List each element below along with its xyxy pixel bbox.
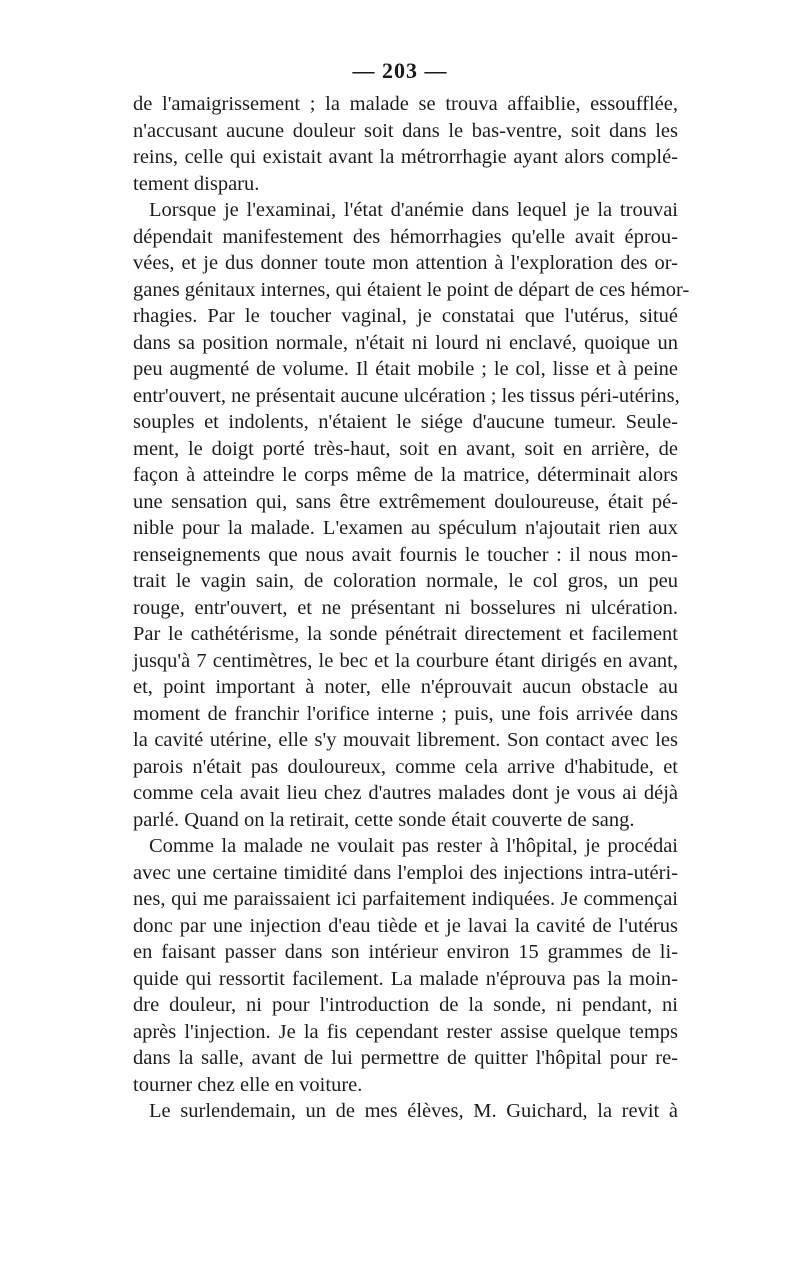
text-line: rouge, entr'ouvert, et ne présentant ni bosselures ni ulcération. <box>133 596 678 619</box>
text-line: donc par une injection d'eau tiède et je lavai la cavité de l'utérus <box>133 914 678 937</box>
page-number: — 203 — <box>352 58 448 83</box>
text-line: vées, et je dus donner toute mon attention à l'exploration des or- <box>133 252 678 274</box>
text-line: jusqu'à 7 centimètres, le bec et la courbure étant dirigés en avant, <box>133 649 678 672</box>
paragraph <box>133 1098 678 1125</box>
text-line: Le surlendemain, un de mes élèves, M. Guichard, la revit à <box>149 1100 678 1122</box>
text-line: parois n'était pas douloureux, comme cela arrive d'habitude, et <box>133 755 678 778</box>
text-line: renseignements que nous avait fournis le toucher : il nous mon- <box>133 543 678 566</box>
text-line: avec une certaine timidité dans l'emploi des injections intra-utéri- <box>133 861 678 884</box>
text-line: trait le vagin sain, de coloration normale, le col gros, un peu <box>133 570 678 592</box>
text-line: en faisant passer dans son intérieur environ 15 grammes de li- <box>133 941 678 963</box>
text-line: la cavité utérine, elle s'y mouvait librement. Son contact avec les <box>133 729 678 751</box>
text-line: de l'amaigrissement ; la malade se trouva affaiblie, essoufflée, <box>133 93 678 115</box>
text-line: dans la salle, avant de lui permettre de quitter l'hôpital pour re- <box>133 1047 678 1069</box>
paragraph <box>133 197 690 833</box>
text-line: peu augmenté de volume. Il était mobile ; le col, lisse et à peine <box>133 358 678 380</box>
text-line: Lorsque je l'examinai, l'état d'anémie dans lequel je la trouvai <box>149 199 678 221</box>
text-line: reins, celle qui existait avant la métrorrhagie ayant alors complé- <box>133 146 678 168</box>
text-line: nes, qui me paraissaient ici parfaitement indiquées. Je commençai <box>133 888 678 910</box>
text-line: entr'ouvert, ne présentait aucune ulcération ; les tissus péri-utérins, <box>133 384 680 407</box>
text-line: tourner chez elle en voiture. <box>133 1073 363 1096</box>
text-line: parlé. Quand on la retirait, cette sonde était couverte de sang. <box>133 808 635 831</box>
text-line: comme cela avait lieu chez d'autres malades dont je vous ai déjà <box>133 782 678 804</box>
text-line: dépendait manifestement des hémorrhagies qu'elle avait éprou- <box>133 225 678 248</box>
text-line: façon à atteindre le corps même de la matrice, déterminait alors <box>133 464 678 486</box>
text-line: ganes génitaux internes, qui étaient le point de départ de ces hémor- <box>133 278 690 301</box>
text-line: une sensation qui, sans être extrêmement douloureuse, était pé- <box>133 490 678 513</box>
text-line: rhagies. Par le toucher vaginal, je constatai que l'utérus, situé <box>133 305 678 327</box>
text-line: Comme la malade ne voulait pas rester à l'hôpital, je procédai <box>149 835 678 857</box>
text-line: moment de franchir l'orifice interne ; puis, une fois arrivée dans <box>133 702 678 725</box>
paragraph <box>133 833 678 1098</box>
text-line: après l'injection. Je la fis cependant rester assise quelque temps <box>133 1020 678 1043</box>
text-line: ment, le doigt porté très-haut, soit en avant, soit en arrière, de <box>133 437 678 460</box>
text-line: dans sa position normale, n'était ni lourd ni enclavé, quoique un <box>133 331 678 354</box>
paragraph <box>133 91 678 197</box>
text-line: nible pour la malade. L'examen au spéculum n'ajoutait rien aux <box>133 517 678 539</box>
text-line: tement disparu. <box>133 172 260 195</box>
body-text <box>133 91 690 1125</box>
text-line: souples et indolents, n'étaient le siége d'aucune tumeur. Seule- <box>133 411 678 433</box>
text-line: n'accusant aucune douleur soit dans le bas-ventre, soit dans les <box>133 119 678 142</box>
text-line: dre douleur, ni pour l'introduction de la sonde, ni pendant, ni <box>133 994 678 1016</box>
text-line: quide qui ressortit facilement. La malade n'éprouva pas la moin- <box>133 967 678 990</box>
text-line: et, point important à noter, elle n'éprouvait aucun obstacle au <box>133 676 678 698</box>
text-line: Par le cathétérisme, la sonde pénétrait directement et facilement <box>133 623 678 645</box>
